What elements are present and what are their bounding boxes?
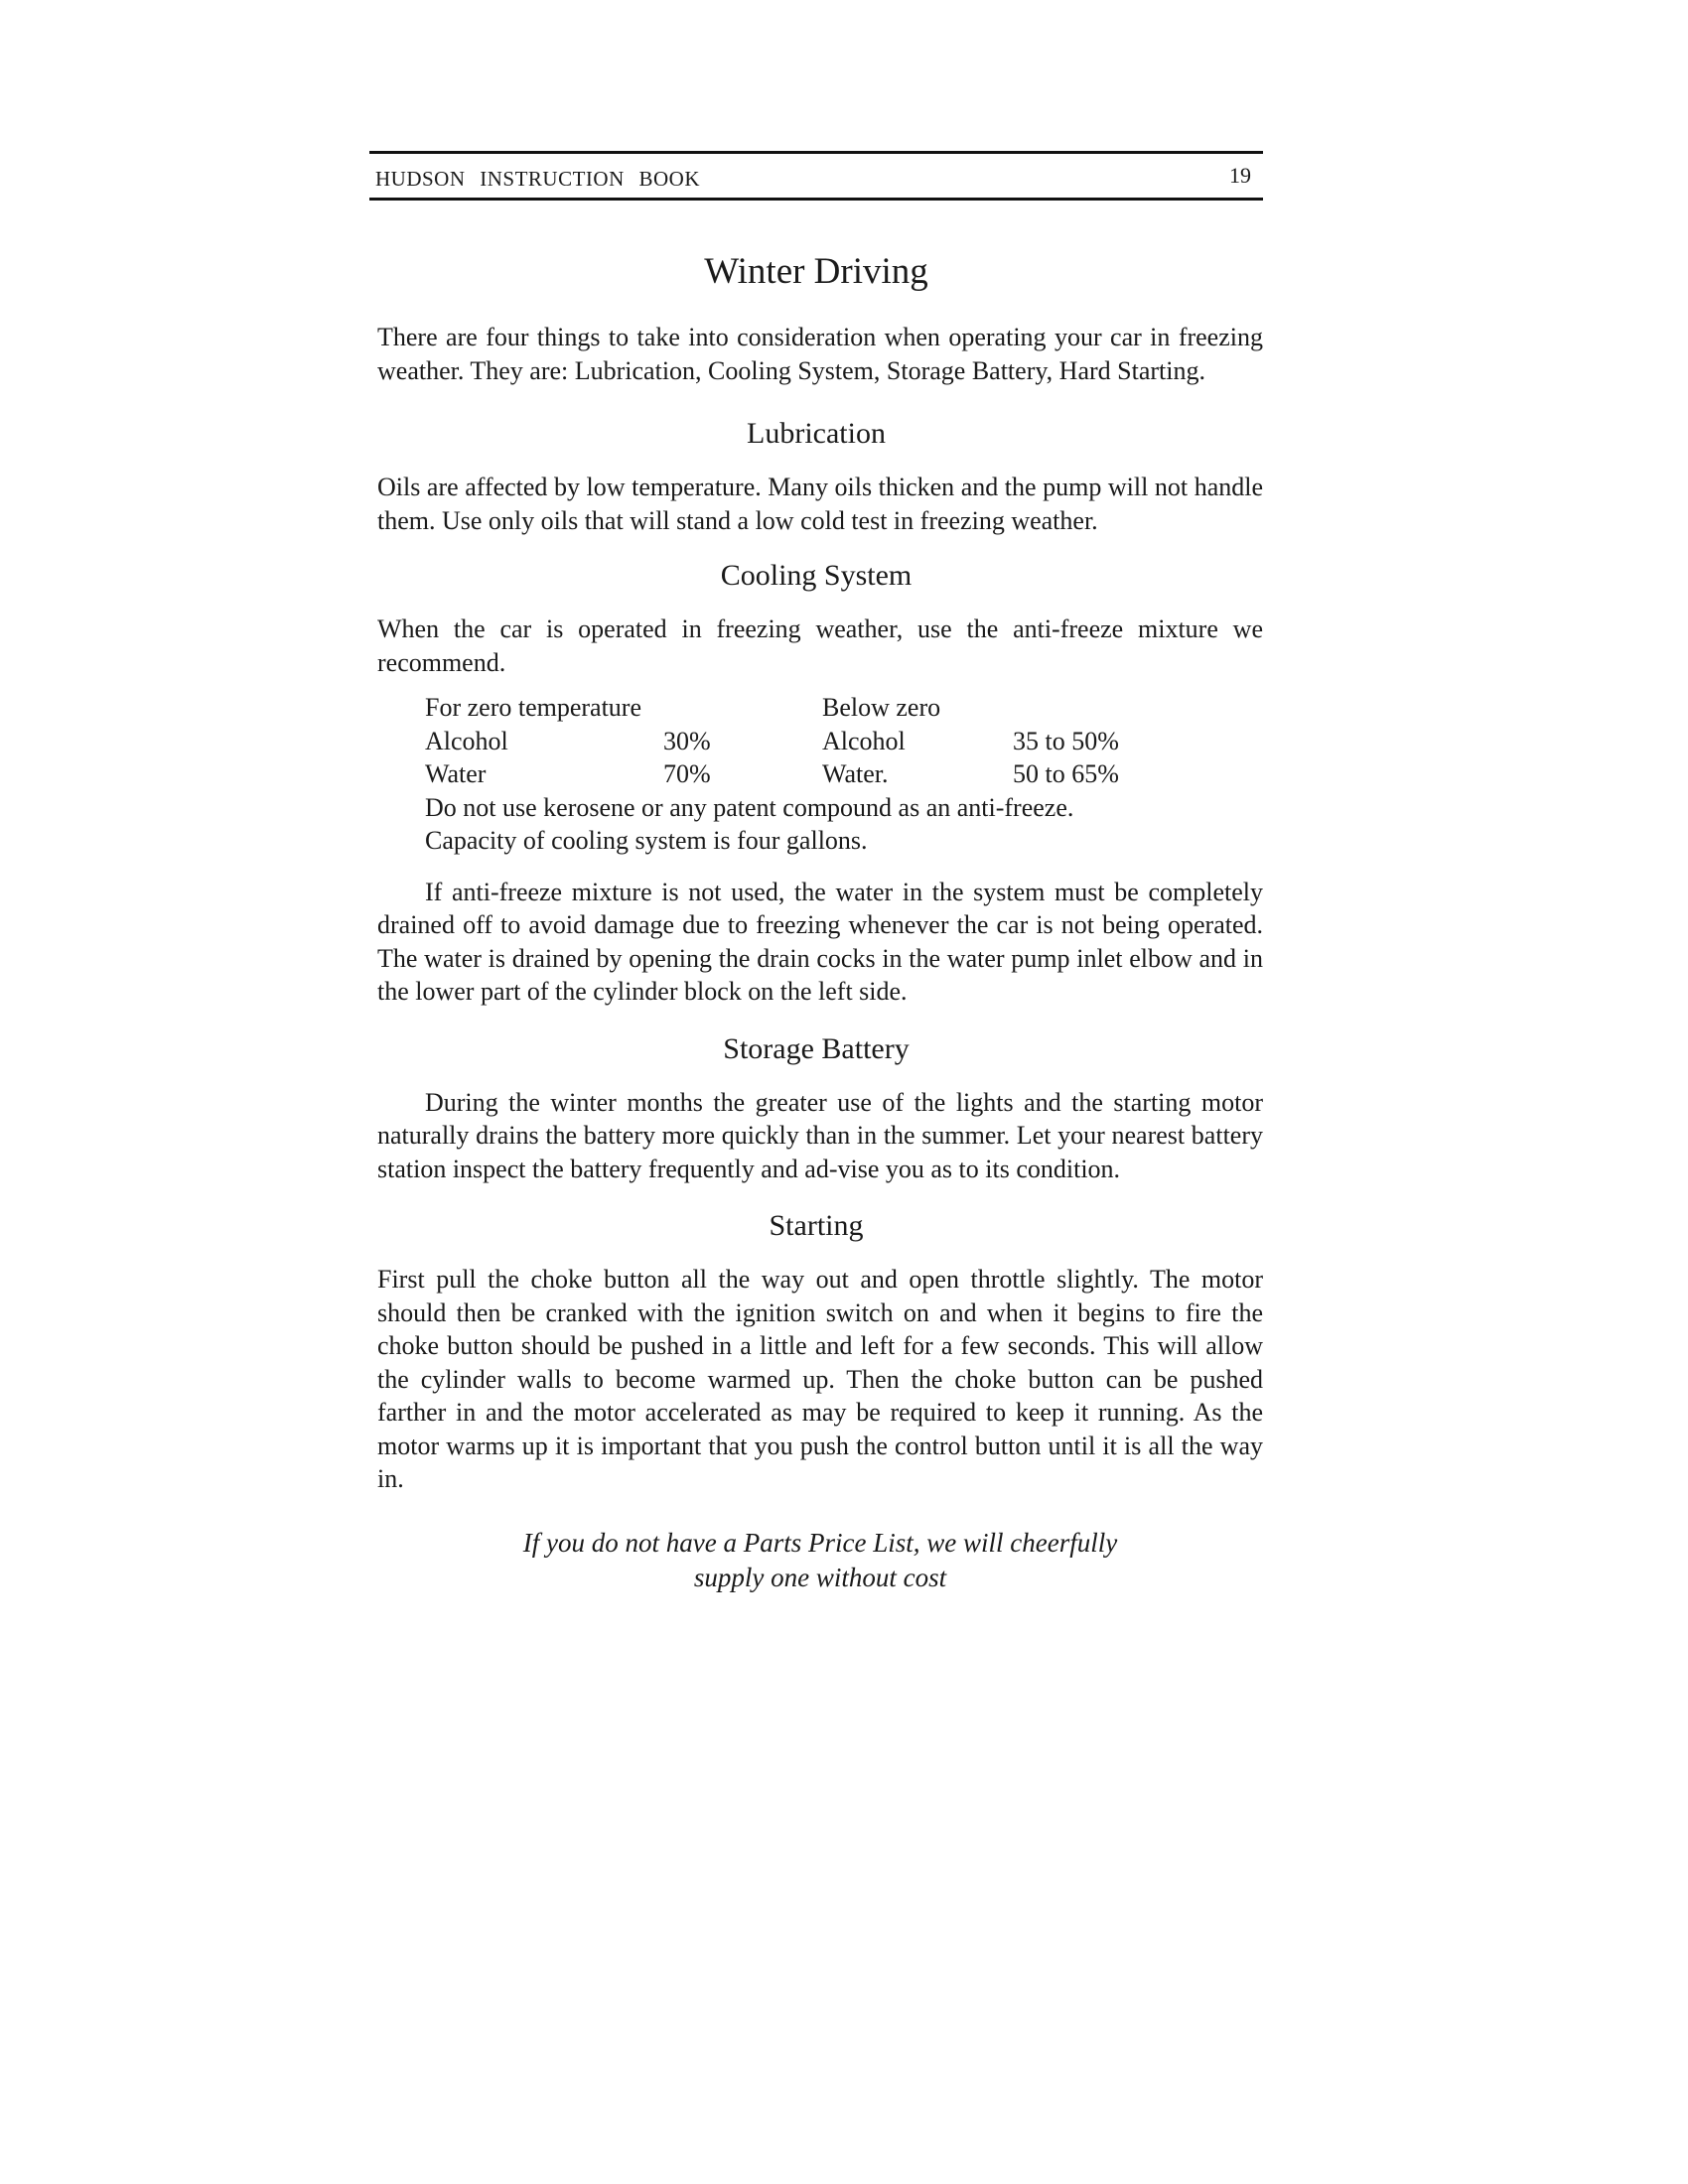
table-cell: 35 to 50%	[1013, 726, 1119, 755]
antifreeze-mixture-table	[425, 691, 1263, 858]
table-cell: 70%	[663, 759, 711, 788]
cooling-paragraph: When the car is operated in freezing weather, use the anti-freeze mixture we recommend.	[377, 614, 1263, 677]
closing-note	[369, 1526, 1263, 1595]
closing-note-line: If you do not have a Parts Price List, we will cheerfully	[522, 1527, 1118, 1558]
table-cell	[1013, 691, 1211, 725]
table-header-row	[425, 691, 1263, 725]
cooling-note-kerosene: Do not use kerosene or any patent compound as an anti-freeze.	[425, 792, 1074, 822]
document-page	[369, 151, 1263, 1595]
section-heading-starting: Starting	[769, 1209, 864, 1242]
table-cell: 30%	[663, 726, 711, 755]
running-header	[369, 151, 1263, 201]
table-cell: Water.	[822, 759, 889, 788]
table-cell: Below zero	[822, 693, 941, 722]
closing-note-line: supply one without cost	[693, 1562, 947, 1592]
table-cell: For zero temperature	[425, 693, 642, 722]
table-row	[425, 757, 1263, 791]
starting-paragraph: First pull the choke button all the way out and open throttle slightly. The motor should then be cranked with the ignition switch on and when it begins to fire the choke button should be pushed in a little and left for a few seconds. This will allow the cylinder walls to become warmed up. Then the choke button can be pushed farther in and the motor accelerated as may be required to keep it running. As the motor warms up it is important that you push the control button until it is all the way in.	[377, 1265, 1263, 1493]
header-title: HUDSON INSTRUCTION BOOK	[375, 167, 701, 191]
page-number: 19	[1229, 163, 1251, 188]
battery-paragraph: During the winter months the greater use of the lights and the starting motor naturally drains the battery more quickly than in the summer. Let your nearest battery station inspect the battery frequently and ad-vise you as to its condition.	[377, 1087, 1263, 1183]
cooling-note-capacity: Capacity of cooling system is four gallons.	[425, 826, 868, 855]
table-cell: Water	[425, 759, 487, 788]
table-row	[425, 725, 1263, 758]
intro-paragraph: There are four things to take into consideration when operating your car in freezing weather. They are: Lubrication, Cooling System, Storage Battery, Hard Starting.	[377, 323, 1263, 385]
table-cell: Alcohol	[822, 726, 906, 755]
cooling-drain-paragraph: If anti-freeze mixture is not used, the water in the system must be completely drained off to avoid damage due to freezing whenever the car is not being operated. The water is drained by opening the drain cocks in the water pump inlet elbow and in the lower part of the cylinder block on the left side.	[377, 877, 1263, 1006]
table-cell: 50 to 65%	[1013, 759, 1119, 788]
section-heading-storage-battery: Storage Battery	[723, 1031, 910, 1065]
page-title: Winter Driving	[704, 251, 928, 292]
table-cell	[663, 691, 822, 725]
section-heading-cooling-system: Cooling System	[720, 559, 913, 592]
section-heading-lubrication: Lubrication	[747, 417, 886, 450]
table-cell: Alcohol	[425, 726, 508, 755]
lubrication-paragraph: Oils are affected by low temperature. Many oils thicken and the pump will not handle them. Use only oils that will stand a low cold test in freezing weather.	[377, 473, 1263, 535]
